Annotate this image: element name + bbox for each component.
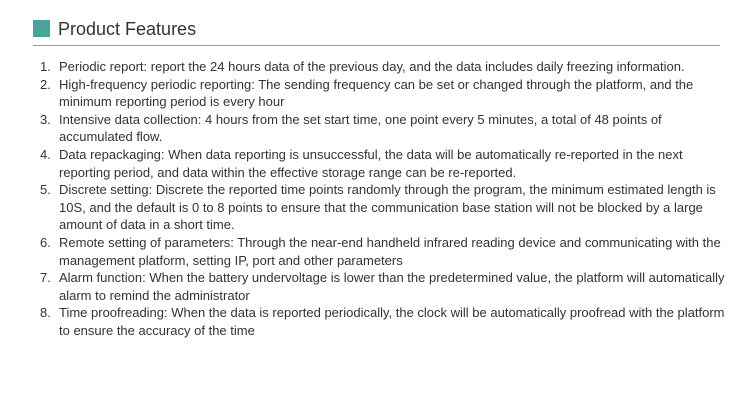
feature-number: 3. bbox=[40, 111, 51, 127]
feature-number: 1. bbox=[40, 59, 51, 74]
feature-text: Data repackaging: When data reporting is unsuccessful, the data will be automatically re-reported in the next reporting period, and data within the effective storage range can be re-reported. bbox=[59, 146, 683, 180]
feature-item bbox=[40, 111, 730, 146]
feature-list bbox=[40, 58, 730, 340]
feature-item bbox=[40, 269, 730, 304]
feature-number: 7. bbox=[40, 270, 51, 286]
feature-number: 4. bbox=[40, 146, 51, 162]
feature-number: 2. bbox=[40, 76, 51, 92]
feature-number: 8. bbox=[40, 305, 51, 321]
feature-item bbox=[40, 304, 730, 339]
feature-item bbox=[40, 76, 730, 111]
feature-item bbox=[40, 58, 730, 76]
feature-text: Time proofreading: When the data is reported periodically, the clock will be automatically proofread with the platform to ensure the accuracy of the time bbox=[59, 305, 725, 338]
feature-text: Intensive data collection: 4 hours from the set start time, one point every 5 minutes, a total of 48 points of accumulated flow. bbox=[59, 111, 662, 145]
feature-text: High-frequency periodic reporting: The sending frequency can be set or changed through the platform, and the minimum reporting period is every hour bbox=[59, 76, 694, 110]
header-accent-square bbox=[33, 20, 50, 37]
feature-text: Alarm function: When the battery undervoltage is lower than the predetermined value, the platform will automatically alarm to remind the administrator bbox=[59, 270, 725, 303]
feature-number: 5. bbox=[40, 182, 51, 198]
feature-item bbox=[40, 181, 730, 234]
feature-number: 6. bbox=[40, 234, 51, 250]
section-title: Product Features bbox=[58, 19, 197, 39]
section-header bbox=[33, 17, 720, 46]
feature-text: Discrete setting: Discrete the reported time points randomly through the program, the minimum estimated length is 10S, and the default is 0 to 8 points to ensure that the communication base station will not be blocked by a large amount of data in a short time. bbox=[59, 182, 716, 233]
feature-item bbox=[40, 146, 730, 181]
feature-item bbox=[40, 234, 730, 269]
feature-text: Periodic report: report the 24 hours data of the previous day, and the data includes daily freezing information. bbox=[59, 59, 685, 74]
feature-text: Remote setting of parameters: Through the near-end handheld infrared reading device and communicating with the management platform, setting IP, port and other parameters bbox=[59, 234, 721, 268]
